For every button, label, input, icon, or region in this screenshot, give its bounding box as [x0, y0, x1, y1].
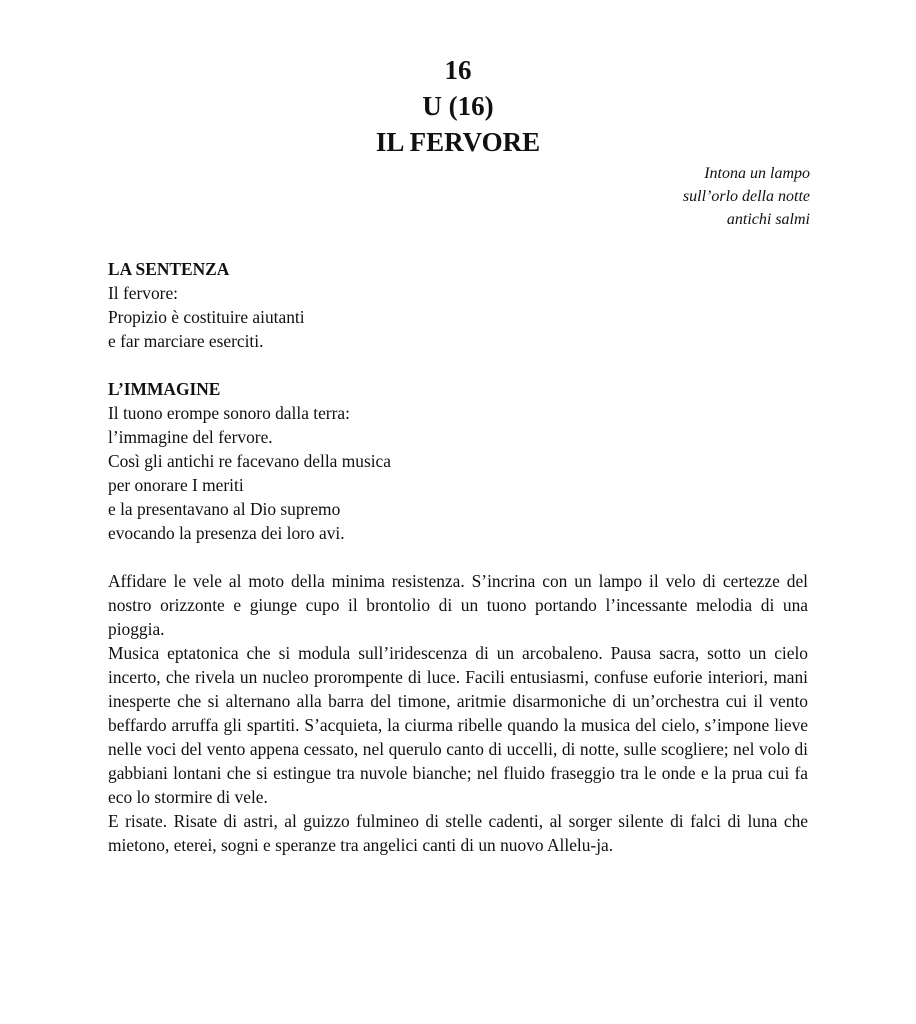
immagine-section — [108, 377, 808, 545]
sentenza-line: e far marciare eserciti. — [108, 331, 264, 351]
immagine-line: e la presentavano al Dio supremo — [108, 499, 341, 519]
sentenza-heading: LA SENTENZA — [108, 259, 230, 279]
chapter-title: IL FERVORE — [375, 127, 541, 157]
immagine-line: Il tuono erompe sonoro dalla terra: — [108, 403, 350, 423]
epigraph-line: sull’orlo della notte — [682, 188, 810, 205]
immagine-heading: L’IMMAGINE — [108, 379, 221, 399]
immagine-line: Così gli antichi re facevano della musica — [108, 451, 391, 471]
immagine-line: l’immagine del fervore. — [108, 427, 273, 447]
commentary-paragraph: Musica eptatonica che si modula sull’iridescenza di un arcobaleno. Pausa sacra, sotto un cielo incerto, che rivela un nucleo prorompente di luce. Facili entusiasmi, confuse euforie interiori, mani inesperte che si alternano alla barra del timone, aritmie disarmoniche di un’orchestra cui il vento beffardo arruffa gli spartiti. S’acquieta, la ciurma ribelle quando la musica del cielo, s’impone lieve nelle voci del vento appena cessato, nel querulo canto di uccelli, di notte, sulle scogliere; nel volo di gabbiani lontani che si estingue tra nuvole bianche; nel fluido fraseggio tra le onde e la prua cui fa eco lo stormire di vele. — [108, 643, 808, 807]
main-text — [108, 257, 808, 857]
sentenza-line: Il fervore: — [108, 283, 179, 303]
hexagram-code: U (16) — [422, 91, 494, 121]
chapter-number: 16 — [444, 55, 472, 85]
commentary-paragraph: E risate. Risate di astri, al guizzo fulmineo di stelle cadenti, al sorger silente di falci di luna che mietono, eterei, sogni e speranze tra angelici canti di un nuovo Allelu-ja. — [108, 811, 808, 855]
sentenza-section — [108, 257, 808, 353]
commentary-paragraph: Affidare le vele al moto della minima resistenza. S’incrina con un lampo il velo di certezze del nostro orizzonte e giunge cupo il brontolio di un tuono portando l’incessante melodia di una pioggia. — [108, 571, 808, 639]
commentary — [108, 569, 808, 857]
sentenza-line: Propizio è costituire aiutanti — [108, 307, 305, 327]
immagine-line: per onorare I meriti — [108, 475, 244, 495]
chapter-header — [0, 52, 916, 160]
epigraph-line: antichi salmi — [726, 211, 810, 228]
epigraph — [683, 162, 810, 231]
epigraph-line: Intona un lampo — [704, 165, 810, 182]
immagine-line: evocando la presenza dei loro avi. — [108, 523, 345, 543]
